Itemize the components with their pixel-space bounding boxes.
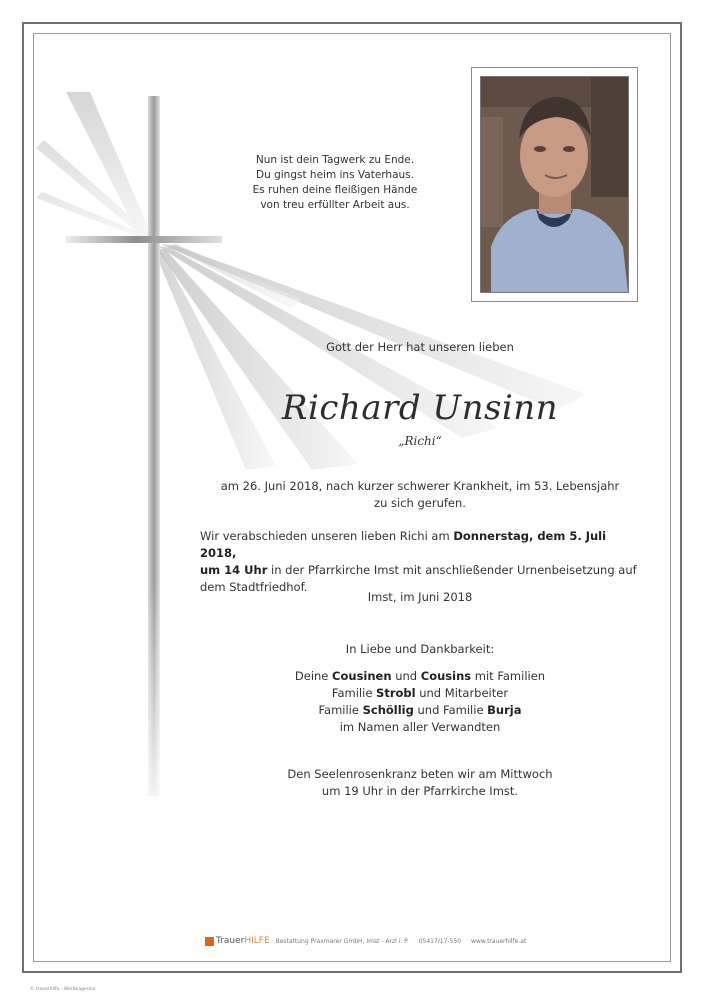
place-date: Imst, im Juni 2018 [367, 590, 473, 604]
ray-upper-2 [36, 140, 150, 238]
footer-company: Bestattung Praxmarer GmbH, Imst - Arzl i. P. [275, 937, 409, 945]
love-gratitude: In Liebe und Dankbarkeit: [345, 642, 495, 656]
rosary-notice [195, 766, 645, 800]
footer-website[interactable]: www.trauerhilfe.at [470, 937, 527, 945]
poem-line: Du gingst heim ins Vaterhaus. [256, 169, 414, 181]
funeral-time: um 14 Uhr [200, 563, 268, 577]
funeral-date: Donnerstag, dem 5. Juli 2018, [200, 529, 607, 560]
poem-verse [215, 153, 455, 213]
funeral-text: Wir verabschieden unseren lieben Richi am [200, 529, 454, 543]
portrait-photo [480, 76, 629, 293]
portrait-frame [471, 67, 638, 302]
footer-phone: 05417/17-550 [418, 937, 462, 945]
death-line: am 26. Juni 2018, nach kurzer schwerer Krankheit, im 53. Lebensjahr [220, 479, 620, 493]
trauerhilfe-logo-icon [205, 937, 214, 946]
copyright-note: © trauerhilfe - Werbeagentur [30, 987, 97, 992]
funeral-details [200, 528, 645, 596]
ray-upper-1 [66, 92, 152, 238]
mourners-list [195, 668, 645, 736]
poem-line: Es ruhen deine fleißigen Hände [252, 184, 418, 196]
deceased-nickname: „Richi“ [398, 434, 442, 448]
mourners-line: Familie Strobl und Mitarbeiter [331, 686, 509, 700]
death-notice [195, 478, 645, 512]
deceased-name: Richard Unsinn [281, 388, 559, 428]
poem-line: Nun ist dein Tagwerk zu Ende. [255, 154, 415, 166]
mourners-line: Deine Cousinen und Cousins mit Familien [294, 669, 546, 683]
rosary-line: um 19 Uhr in der Pfarrkirche Imst. [321, 784, 519, 798]
poem-line: von treu erfüllter Arbeit aus. [260, 199, 410, 211]
rosary-line: Den Seelenrosenkranz beten wir am Mittwoch [287, 767, 553, 781]
portrait-image [481, 77, 628, 292]
cross-horizontal-beam [66, 236, 222, 243]
funeral-text: in der Pfarrkirche Imst mit anschließender Urnenbeisetzung auf dem Stadtfriedhof. [200, 563, 637, 594]
intro-text: Gott der Herr hat unseren lieben [326, 340, 514, 354]
logo-text-hilfe: HILFE [244, 936, 270, 946]
mourners-line: im Namen aller Verwandten [339, 720, 501, 734]
death-line: zu sich gerufen. [374, 496, 466, 510]
mourners-line: Familie Schöllig und Familie Burja [318, 703, 522, 717]
footer [205, 936, 534, 946]
logo-text-trauer: Trauer [216, 936, 245, 946]
